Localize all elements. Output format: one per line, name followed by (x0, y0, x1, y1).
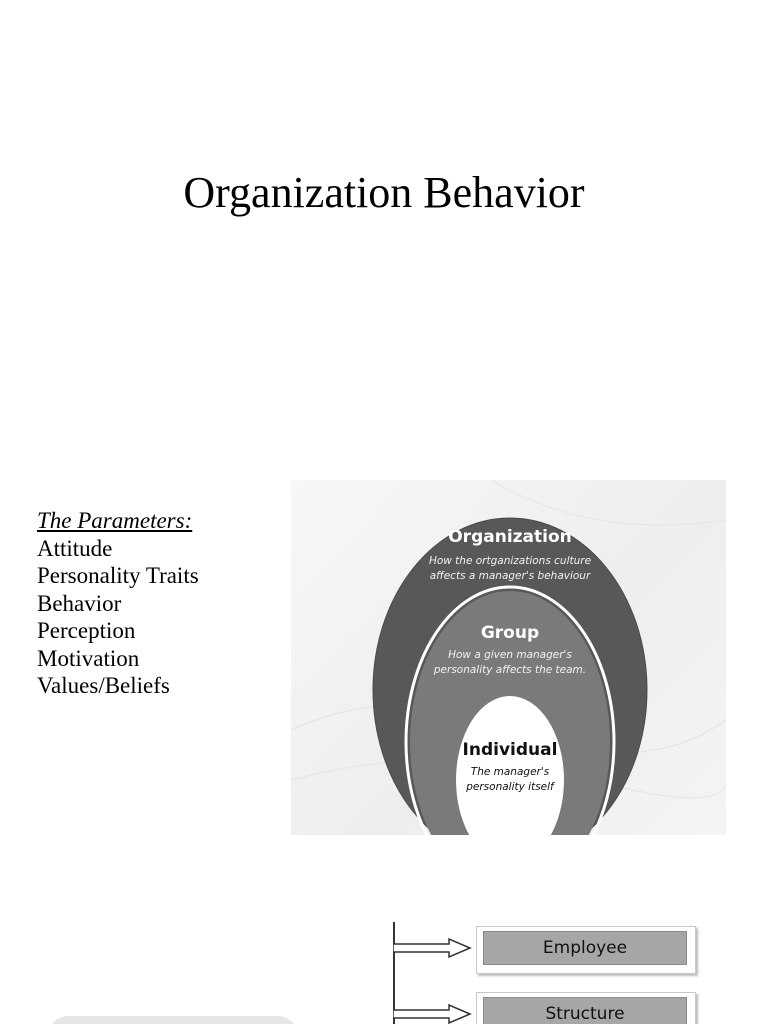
arrow-right-icon (393, 938, 473, 958)
structure-box (476, 992, 696, 1024)
parameter-item: Personality Traits (37, 563, 199, 588)
parameters-heading: The Parameters: (37, 508, 193, 533)
structure-label: Structure (483, 997, 687, 1024)
group-title: Group (480, 623, 540, 643)
parameter-item: Behavior (37, 590, 122, 616)
group-desc-line1: How a given manager's (448, 649, 572, 661)
partial-shape (48, 1016, 298, 1024)
parameter-item: Perception (37, 618, 136, 643)
page-title: Organization Behavior (183, 168, 585, 217)
individual-title: Individual (462, 740, 558, 760)
arrow-right-icon (393, 1004, 473, 1024)
organization-desc-line2: affects a manager's behaviour (429, 570, 591, 582)
parameter-item: Values/Beliefs (37, 673, 170, 698)
individual-desc-line2: personality itself (466, 781, 554, 793)
parameter-item: Motivation (37, 645, 140, 671)
parameter-item: Attitude (37, 535, 113, 561)
employee-box (476, 926, 696, 974)
organization-desc-line1: How the ortganizations culture (428, 555, 592, 567)
group-desc-line2: personality affects the team. (433, 664, 587, 676)
organization-title: Organization (448, 527, 572, 547)
employee-label: Employee (483, 931, 687, 965)
parameters-list (37, 507, 199, 700)
individual-desc-line1: The manager's (470, 766, 550, 778)
organization-levels-diagram (291, 480, 726, 835)
